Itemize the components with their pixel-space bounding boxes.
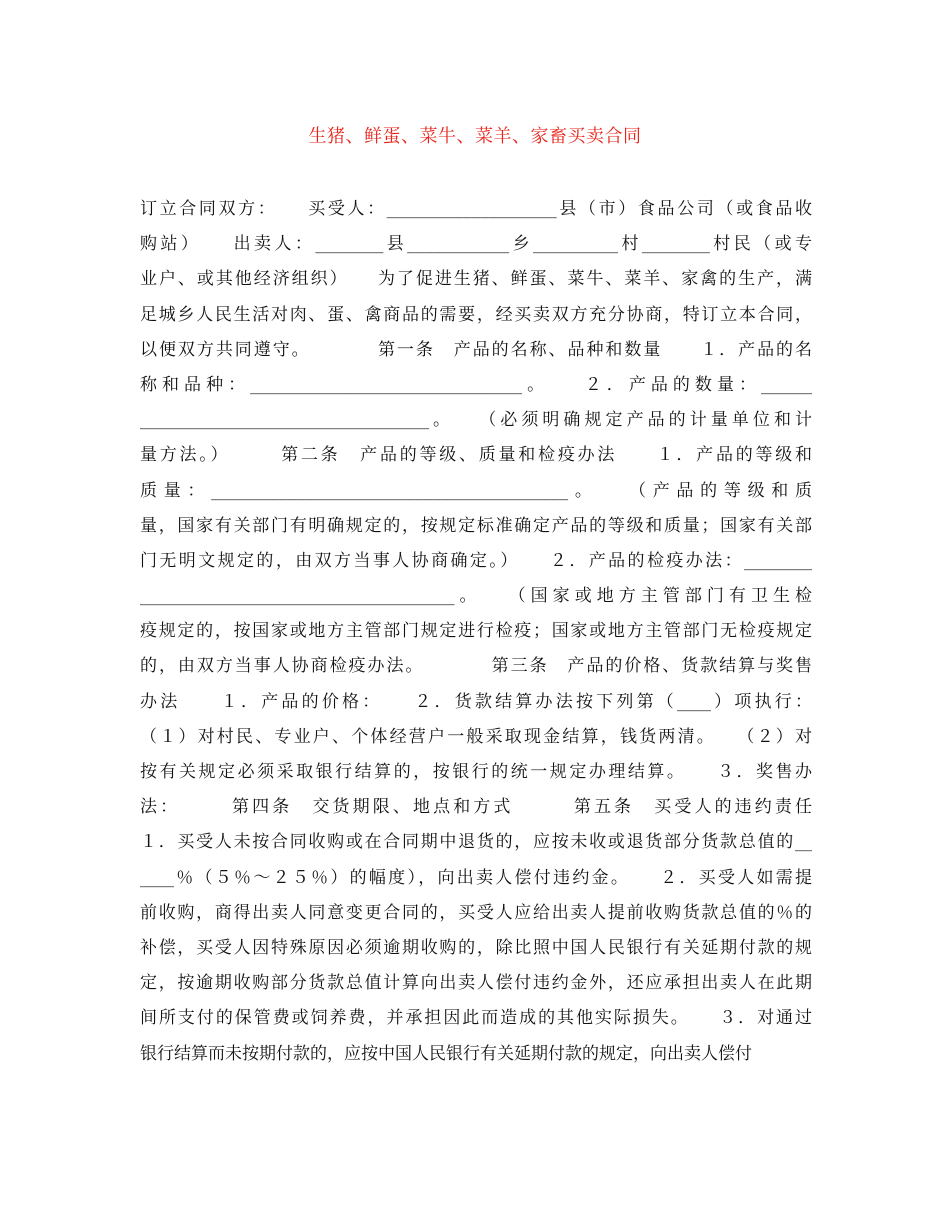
text-line: 银行结算而未按期付款的，应按中国人民银行有关延期付款的规定，向出卖人偿付 [140,1043,752,1064]
text-line: 疫规定的，按国家或地方主管部门规定进行检疫；国家或地方主管部门无检疫规定 [140,621,812,642]
text-line: 以便双方共同遵守。 第一条 产品的名称、品种和数量 １．产品的名 [140,339,812,360]
text-line: 业户、或其他经济组织） 为了促进生猪、鲜蛋、菜牛、菜羊、家禽的生产，满 [140,269,812,290]
text-line: １．买受人未按合同收购或在合同期中退货的，应按未收或退货部分货款总值的__ [140,832,812,853]
text-line: 购站） 出卖人：________县____________乡__________村________村民（或专 [140,234,812,255]
text-line: _____________________________________。 （国家或地方主管部门有卫生检 [140,586,812,607]
text-line: 质量：__________________________________________。 （产品的等级和质 [140,480,812,501]
text-line: 称和品种：________________________________。 ２．产品的数量：______ [140,374,812,395]
text-line: 定，按逾期收购部分货款总值计算向出卖人偿付违约金外，还应承担出卖人在此期 [140,973,812,994]
text-line: 前收购，商得出卖人同意变更合同的，买受人应给出卖人提前收购货款总值的％的 [140,902,812,923]
text-line: 的，由双方当事人协商检疫办法。 第三条 产品的价格、货款结算与奖售 [140,656,812,677]
text-line: __________________________________。 （必须明确规定产品的计量单位和计 [140,410,812,431]
document-title: 生猪、鲜蛋、菜牛、菜羊、家畜买卖合同 [308,126,642,147]
text-line: （１）对村民、专业户、个体经营户一般采取现金结算，钱货两清。 （２）对 [140,726,812,747]
text-line: 量方法。） 第二条 产品的等级、质量和检疫办法 １．产品的等级和 [140,445,812,466]
text-line: 订立合同双方： 买受人：____________________县（市）食品公司（或食品收 [140,199,812,219]
text-line: 量，国家有关部门有明确规定的，按规定标准确定产品的等级和质量；国家有关部 [140,515,812,536]
text-line: ____％（５％～２５％）的幅度），向出卖人偿付违约金。 ２．买受人如需提 [140,867,812,888]
text-line: 按有关规定必须采取银行结算的，按银行的统一规定办理结算。 ３．奖售办 [140,762,812,782]
text-line: 足城乡人民生活对肉、蛋、禽商品的需要，经买卖双方充分协商，特订立本合同， [140,304,812,325]
document-body [140,192,812,1072]
text-line: 补偿，买受人因特殊原因必须逾期收购的，除比照中国人民银行有关延期付款的规 [140,937,812,958]
text-line: 间所支付的保管费或饲养费，并承担因此而造成的其他实际损失。 ３．对通过 [140,1008,812,1029]
text-line: 门无明文规定的，由双方当事人协商确定。） ２．产品的检疫办法：________ [140,550,812,571]
text-line: 办法 １．产品的价格： ２．货款结算办法按下列第（____）项执行： [140,691,812,712]
text-line: 法： 第四条 交货期限、地点和方式 第五条 买受人的违约责任 [140,797,812,818]
